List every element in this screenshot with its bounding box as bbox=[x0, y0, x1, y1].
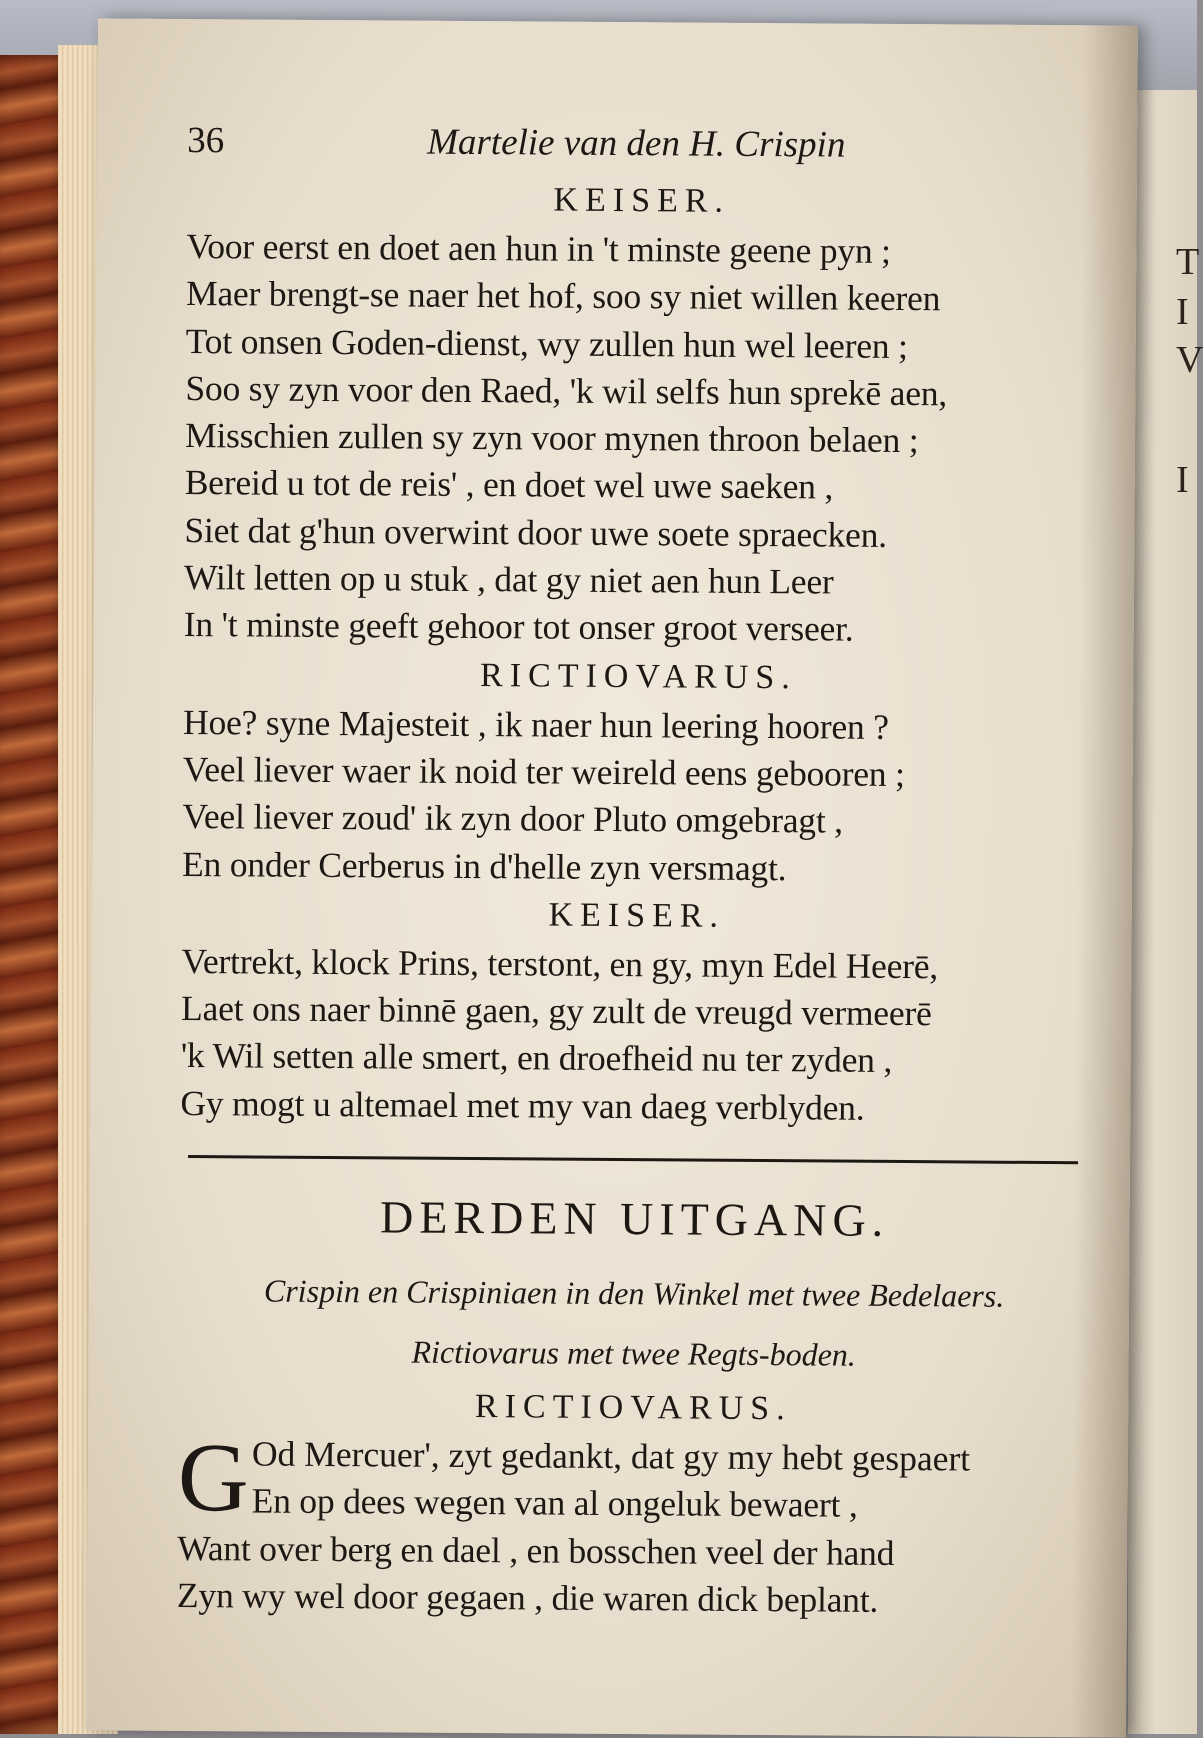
section-rule bbox=[188, 1155, 1078, 1164]
verse-line: Want over berg en dael , en bosschen veel der hand bbox=[177, 1527, 895, 1573]
verse-line: Gy mogt u altemael met my van daeg verblyden. bbox=[180, 1082, 865, 1128]
verse-line: Zyn wy wel door gegaen , die waren dick beplant. bbox=[176, 1574, 879, 1620]
facing-page-letter: I bbox=[1176, 459, 1189, 501]
verse-line: Bereid u tot de reis' , en doet wel uwe saeken , bbox=[184, 462, 834, 507]
verse-line: Maer brengt-se naer het hof, soo sy niet willen keeren bbox=[185, 273, 941, 319]
verse-line: Hoe? syne Majesteit , ik naer hun leering hooren ? bbox=[182, 701, 889, 747]
verse-line: 'k Wil setten alle smert, en droefheid nu ter zyden , bbox=[180, 1035, 893, 1081]
facing-page bbox=[1128, 90, 1203, 1734]
verse-line: Voor eerst en doet aen hun in 't minste geene pyn ; bbox=[186, 225, 891, 271]
verse-line: Veel liever waer ik noid ter weireld eens gebooren ; bbox=[182, 748, 905, 794]
act-title: DERDEN UITGANG. bbox=[379, 1191, 890, 1246]
facing-page-letter: I bbox=[1176, 291, 1189, 333]
page-content bbox=[177, 119, 1097, 1626]
verse-line-text: Od Mercuer', zyt gedankt, dat gy my hebt gespaert bbox=[251, 1433, 971, 1479]
verse-line: Soo sy zyn voor den Raed, 'k wil selfs hun sprekē aen, bbox=[185, 367, 948, 414]
verse-line: Tot onsen Goden-dienst, wy zullen hun wel leeren ; bbox=[185, 320, 908, 366]
stage-direction: Rictiovarus met twee Regts-boden. bbox=[411, 1333, 856, 1373]
facing-page-letter: V bbox=[1176, 339, 1203, 381]
facing-page-letter: T bbox=[1176, 241, 1200, 283]
verse-line: Veel liever zoud' ik zyn door Pluto omgebragt , bbox=[182, 796, 844, 841]
drop-cap: G bbox=[177, 1424, 249, 1533]
running-title: Martelie van den H. Crispin bbox=[427, 121, 846, 166]
verse-line: Vertrekt, klock Prins, terstont, en gy, myn Edel Heerē, bbox=[181, 940, 939, 987]
verse-line: Laet ons naer binnē gaen, gy zult de vreugd vermeerē bbox=[180, 988, 932, 1034]
verse-line: En op dees wegen van al ongeluk bewaert , bbox=[251, 1480, 858, 1526]
speaker-heading: RICTIOVARUS. bbox=[479, 656, 797, 696]
stage-direction: Crispin en Crispiniaen in den Winkel met twee Bedelaers. bbox=[263, 1272, 1005, 1314]
verse-line: En onder Cerberus in d'helle zyn versmagt. bbox=[181, 843, 787, 888]
page-number: 36 bbox=[187, 119, 225, 162]
speaker-heading: RICTIOVARUS. bbox=[474, 1388, 792, 1428]
book-page bbox=[86, 18, 1138, 1737]
speaker-heading: KEISER. bbox=[548, 896, 726, 935]
verse-line: Siet dat g'hun overwint door uwe soete spraecken. bbox=[184, 509, 888, 555]
verse-line: Wilt letten op u stuk , dat gy niet aen hun Leer bbox=[183, 557, 834, 602]
page-header bbox=[187, 119, 1097, 179]
verse-line: Misschien zullen sy zyn voor mynen throon belaen ; bbox=[184, 415, 919, 461]
speaker-heading: KEISER. bbox=[553, 181, 731, 220]
verse-line: In 't minste geeft gehoor tot onser groot verseer. bbox=[183, 604, 854, 650]
